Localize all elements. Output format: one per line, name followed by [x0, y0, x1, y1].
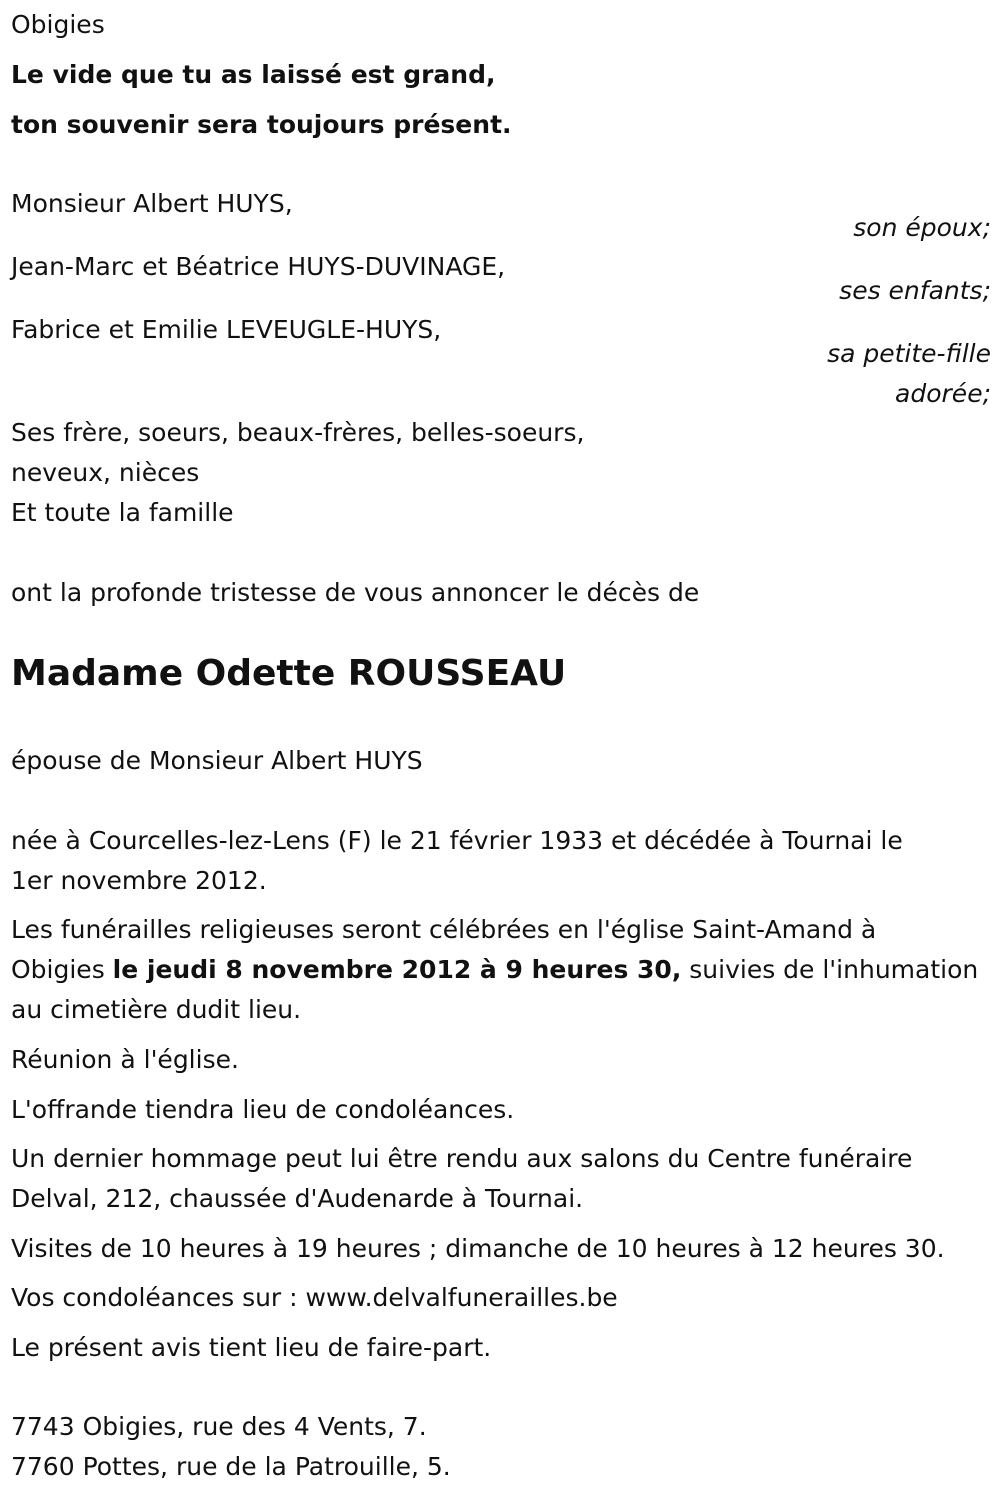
family-name-children: Jean-Marc et Béatrice HUYS-DUVINAGE, — [11, 252, 506, 281]
funeral-line-3: au cimetière dudit lieu. — [11, 995, 302, 1024]
address-2: 7760 Pottes, rue de la Patrouille, 5. — [11, 1452, 451, 1481]
extended-family-line-2: neveux, nièces — [11, 458, 200, 487]
family-role-spouse: son époux; — [853, 213, 991, 242]
funeral-burial: suivies de l'inhumation — [681, 955, 979, 984]
extended-family-line-3: Et toute la famille — [11, 498, 234, 527]
family-role-granddaughter-1: sa petite-fille — [827, 339, 991, 368]
funeral-line-2 — [11, 955, 978, 985]
homage-line-1: Un dernier hommage peut lui être rendu aux salons du Centre funéraire — [11, 1144, 913, 1173]
family-name-spouse: Monsieur Albert HUYS, — [11, 189, 293, 218]
extended-family-line-1: Ses frère, soeurs, beaux-frères, belles-soeurs, — [11, 418, 585, 447]
spouse-line: épouse de Monsieur Albert HUYS — [11, 746, 423, 775]
meeting: Réunion à l'église. — [11, 1045, 239, 1074]
funeral-place: Obigies — [11, 955, 113, 984]
notice: Le présent avis tient lieu de faire-part. — [11, 1333, 492, 1362]
birth-death-line-2: 1er novembre 2012. — [11, 866, 267, 895]
homage-line-2: Delval, 212, chaussée d'Audenarde à Tournai. — [11, 1184, 584, 1213]
verse-line-1: Le vide que tu as laissé est grand, — [11, 60, 496, 89]
family-role-granddaughter-2: adorée; — [895, 379, 991, 408]
family-name-granddaughter: Fabrice et Emilie LEVEUGLE-HUYS, — [11, 315, 442, 344]
family-role-children: ses enfants; — [839, 276, 991, 305]
condolences: Vos condoléances sur : www.delvalfunerailles.be — [11, 1283, 618, 1312]
birth-death-line-1: née à Courcelles-lez-Lens (F) le 21 février 1933 et décédée à Tournai le — [11, 826, 903, 855]
funeral-date: le jeudi 8 novembre 2012 à 9 heures 30, — [112, 955, 682, 984]
visits: Visites de 10 heures à 19 heures ; dimanche de 10 heures à 12 heures 30. — [11, 1234, 945, 1263]
verse-line-2: ton souvenir sera toujours présent. — [11, 110, 512, 139]
deceased-name: Madame Odette ROUSSEAU — [11, 653, 567, 694]
announcement: ont la profonde tristesse de vous annoncer le décès de — [11, 578, 700, 607]
offering: L'offrande tiendra lieu de condoléances. — [11, 1095, 515, 1124]
funeral-line-1: Les funérailles religieuses seront célébrées en l'église Saint-Amand à — [11, 915, 877, 944]
location-header: Obigies — [11, 10, 105, 39]
address-1: 7743 Obigies, rue des 4 Vents, 7. — [11, 1412, 427, 1441]
